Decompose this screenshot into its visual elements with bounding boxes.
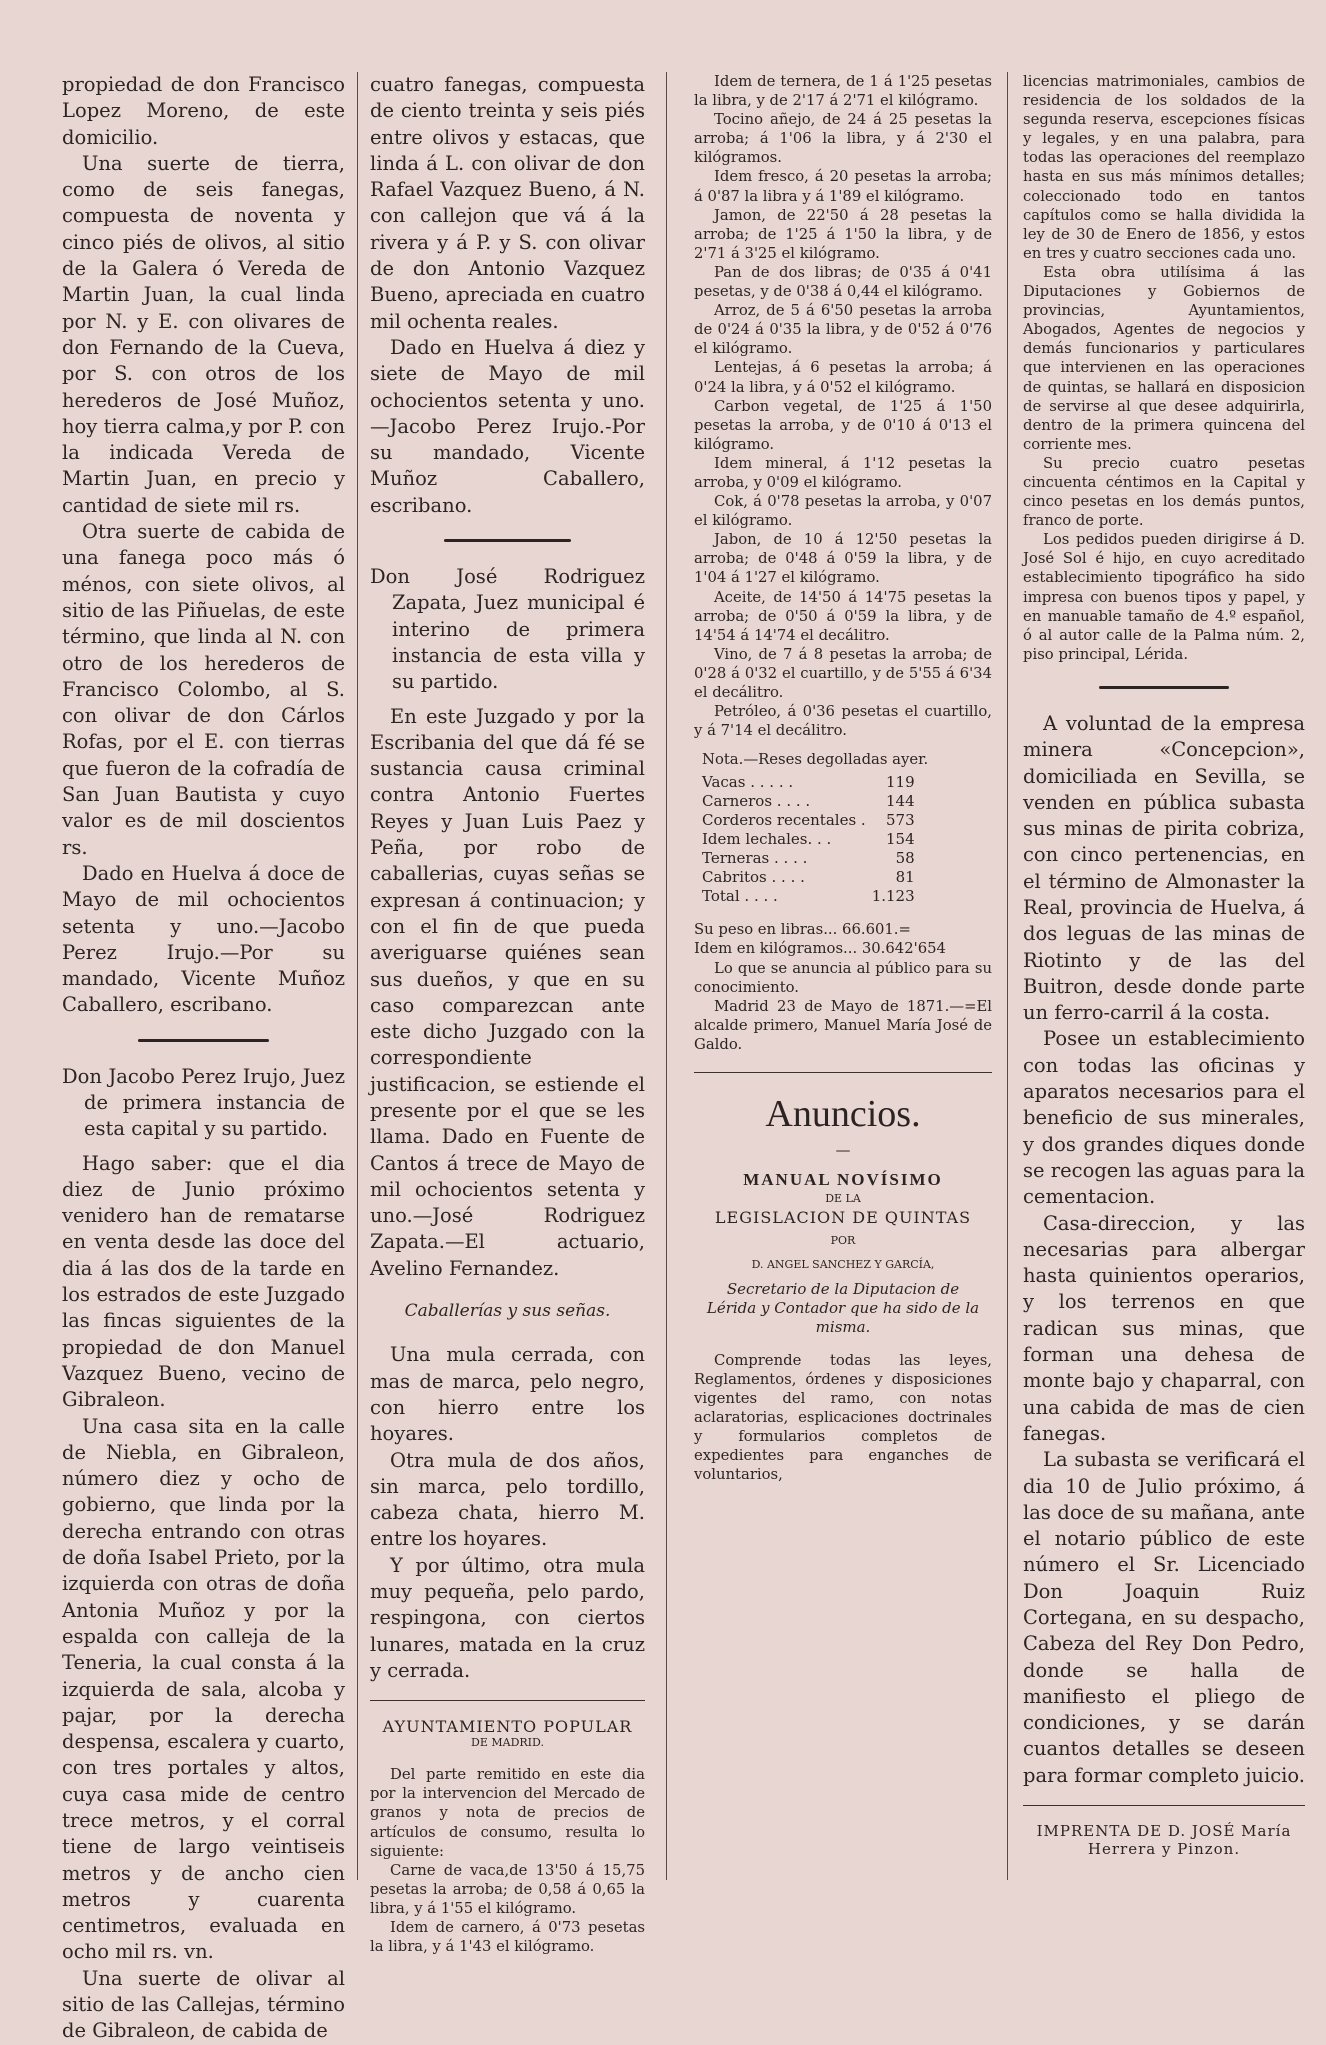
table-row: [702, 830, 915, 849]
price-item: Pan de dos libras; de 0'35 á 0'41 pesetas, y de 0'38 á 0,44 el kilógramo.: [694, 263, 992, 301]
section-divider: [138, 1039, 268, 1042]
section-divider: [444, 539, 571, 542]
section-divider: [370, 1700, 645, 1701]
row-value: 573: [886, 811, 915, 830]
paragraph: Su precio cuatro pesetas cincuenta céntimos en la Capital y cinco pesetas en los demás puntos, franco de porte.: [1023, 454, 1305, 530]
anuncios-heading: Anuncios.: [765, 1093, 921, 1136]
table-row: [702, 773, 915, 792]
price-item: Petróleo, á 0'36 pesetas el cuartillo, y á 7'14 el decálitro.: [694, 703, 992, 740]
paragraph: A voluntad de la empresa minera «Concepcion», domiciliada en Sevilla, se venden en pública subasta sus minas de pirita cobriza, con cinco pertenencias, en el término de Almonaster la Real, provincia de Huelva, á dos leguas de las minas de Riotinto y de las del Buitron, desde donde parte un ferro-carril á la costa.: [1023, 711, 1305, 1025]
paragraph: Madrid 23 de Mayo de 1871.—=El alcalde primero, Manuel María José de Galdo.: [694, 997, 992, 1053]
paragraph: Idem de carnero, á 0'73 pesetas la libra, y á 1'43 el kilógramo.: [370, 1918, 645, 1956]
book-subtitle: LEGISLACION DE QUINTAS: [714, 1208, 972, 1228]
paragraph: Otra mula de dos años, sin marca, pelo tordillo, cabeza chata, hierro M. entre los hoyares.: [370, 1448, 645, 1551]
row-label: Idem lechales. . .: [702, 830, 832, 849]
price-item: Idem fresco, á 20 pesetas la arroba; á 0'87 la libra y á 1'89 el kilógramo.: [694, 168, 992, 205]
paragraph: Su peso en libras... 66.601.=: [694, 921, 911, 939]
table-row: [702, 849, 915, 868]
column-3: [694, 72, 992, 1900]
price-item: Jabon, de 10 á 12'50 pesetas la arroba; de 0'48 á 0'59 la libra, y de 1'04 á 1'27 el kilógramo.: [694, 531, 992, 587]
paragraph: Lo que se anuncia al público para su conocimiento.: [694, 959, 992, 996]
row-label: Terneras . . . .: [702, 849, 808, 868]
row-label: Corderos recentales .: [702, 811, 866, 830]
price-item: Idem de ternera, de 1 á 1'25 pesetas la libra, y de 2'17 á 2'71 el kilógramo.: [694, 73, 992, 110]
row-value: 81: [895, 868, 915, 887]
paragraph: Dado en Huelva á doce de Mayo de mil ochocientos setenta y uno.—Jacobo Perez Irujo.—Por su mandado, Vicente Muñoz Caballero, escribano.: [62, 861, 345, 1017]
paragraph: Una mula cerrada, con mas de marca, pelo negro, con hierro entre los hoyares.: [370, 1343, 645, 1446]
price-item: Carbon vegetal, de 1'25 á 1'50 pesetas la arroba, y de 0'10 á 0'13 el kilógramo.: [694, 397, 992, 453]
paragraph: Y por último, otra mula muy pequeña, pelo pardo, respingona, con ciertos lunares, matada en la cruz y cerrada.: [370, 1553, 645, 1682]
column-1: [62, 72, 345, 2043]
paragraph: Del parte remitido en este dia por la intervencion del Mercado de granos y nota de precios de artículos de consumo, resulta lo siguiente:: [370, 1766, 645, 1860]
section-divider: [694, 1072, 992, 1073]
notice-heading: Don Jacobo Perez Irujo, Juez de primera instancia de esta capital y su partido.: [62, 1064, 345, 1141]
table-row: [702, 811, 915, 830]
price-item: Jamon, de 22'50 á 28 pesetas la arroba; de 1'25 á 1'50 la libra, y de 2'71 á 3'25 el kilógramo.: [694, 206, 992, 262]
paragraph: Otra suerte de cabida de una fanega poco más ó ménos, con siete olivos, al sitio de las Piñuelas, de este término, que linda al N. con otro de los herederos de Francisco Colombo, al S. con olivar de don Cárlos Rofas, por el E. con tierras que fueron de la cofradía de San Juan Bautista y cuyo valor es de mil doscientos rs.: [62, 520, 345, 859]
nota-heading: Nota.—Reses degolladas ayer.: [702, 751, 929, 769]
section-divider: [1099, 686, 1229, 689]
paragraph: Esta obra utilísima á las Diputaciones y Gobiernos de provincias, Ayuntamientos, Abogados, Agentes de negocios y demás funcionarios y particulares que intervienen en las operaciones de quintas, se hallará en disposicion de servirse al que desee adquirirla, dentro de la primera quincena del corriente mes.: [1023, 263, 1305, 453]
notice-heading: Don José Rodriguez Zapata, Juez municipal é interino de primera instancia de esta villa y su partido.: [370, 565, 645, 694]
book-title: MANUAL NOVÍSIMO: [743, 1170, 943, 1190]
table-row: [702, 868, 915, 887]
price-item: Lentejas, á 6 pesetas la arroba; á 0'24 la libra, y á 0'52 el kilógramo.: [694, 359, 992, 396]
row-value: 154: [886, 830, 915, 849]
paragraph: Comprende todas las leyes, Reglamentos, órdenes y disposiciones vigentes del ramo, con notas aclaratorias, esplicaciones doctrinales y formularios completos de expedientes para enganches de voluntarios,: [694, 1351, 992, 1484]
paragraph: Los pedidos pueden dirigirse á D. José Sol é hijo, en cuyo acreditado establecimiento tipográfico ha sido impresa con buenos tipos y papel, y en manuable tamaño de 4.º español, ó al autor calle de la Palma núm. 2, piso principal, Lérida.: [1023, 531, 1305, 663]
column-divider: [666, 72, 667, 1880]
price-item: Idem mineral, á 1'12 pesetas la arroba, y 0'09 el kilógramo.: [694, 454, 992, 491]
paragraph: Posee un establecimiento con todas las oficinas y aparatos necesarios para el beneficio de sus minerales, y dos grandes diques donde se recogen las aguas para la cementacion.: [1023, 1027, 1305, 1209]
total-label: Total . . . .: [702, 887, 778, 906]
paragraph: licencias matrimoniales, cambios de residencia de los soldados de la segunda reserva, escepciones físicas y legales, y en una palabra, para todas las operaciones del reemplazo hasta en sus más mínimos detalles; coleccionado todo en tantos capítulos como se halla dividida la ley de 30 de Enero de 1856, y estos en tres y cuatro secciones cada uno.: [1023, 73, 1305, 262]
column-divider: [1007, 72, 1008, 1880]
paragraph: cuatro fanegas, compuesta de ciento treinta y seis piés entre olivos y estacas, que linda á L. con olivar de don Rafael Vazquez Bueno, á N. con callejon que vá á la rivera y á P. y S. con olivar de don Antonio Vazquez Bueno, apreciada en cuatro mil ochenta reales.: [370, 73, 645, 333]
paragraph: Carne de vaca,de 13'50 á 15,75 pesetas la arroba; de 0,58 á 0,65 la libra, y á 1'55 el kilógramo.: [370, 1861, 645, 1917]
book-title-connector: DE LA: [825, 1192, 861, 1206]
paragraph: Idem en kilógramos... 30.642'654: [694, 940, 946, 958]
row-label: Vacas . . . . .: [702, 773, 794, 792]
row-label: Cabritos . . . .: [702, 868, 805, 887]
printer-imprint: IMPRENTA DE D. JOSÉ María Herrera y Pinzon.: [1036, 1822, 1292, 1859]
paragraph: Una suerte de olivar al sitio de las Callejas, término de Gibraleon, de cabida de: [62, 1966, 345, 2043]
paragraph: La subasta se verificará el dia 10 de Julio próximo, á las doce de su mañana, ante el notario público de este número el Sr. Licenciado Don Joaquin Ruiz Cortegana, en su despacho, Cabeza del Rey Don Pedro, donde se halla de manifiesto el pliego de condiciones, y se darán cuantos detalles se deseen para formar completo juicio.: [1023, 1448, 1305, 1787]
total-row: [702, 887, 915, 906]
paragraph: Hago saber: que el dia diez de Junio próximo venidero han de rematarse en venta desde las doce del dia á las dos de la tarde en los estrados de este Juzgado las fincas siguientes de la propiedad de don Manuel Vazquez Bueno, vecino de Gibraleon.: [62, 1151, 345, 1412]
dash-divider: —: [835, 1142, 851, 1160]
row-label: Carneros . . . .: [702, 792, 811, 811]
paragraph: En este Juzgado y por la Escribania del que dá fé se sustancia causa criminal contra Antonio Fuertes Reyes y Juan Luis Paez y Peña, por robo de caballerias, cuyas señas se expresan á continuacion; y con el fin de que pueda averiguarse quiénes sean sus dueños, y que en su caso comparezcan ante este dicho Juzgado con la correspondiente justificacion, se estiende el presente por el que se les llama. Dado en Fuente de Cantos á trece de Mayo de mil ochocientos setenta y uno.—José Rodriguez Zapata.—El actuario, Avelino Fernandez.: [370, 704, 645, 1280]
paragraph: Una suerte de tierra, como de seis fanegas, compuesta de noventa y cinco piés de olivos, al sitio de la Galera ó Vereda de Martin Juan, la cual linda por N. y E. con olivares de don Fernando de la Cueva, por S. con otros de los herederos de José Muñoz, hoy tierra calma,y por P. con la indicada Vereda de Martin Juan, en precio y cantidad de siete mil rs.: [62, 151, 345, 517]
table-row: [702, 792, 915, 811]
book-author: D. ANGEL SANCHEZ Y GARCÍA,: [751, 1257, 935, 1271]
price-item: Vino, de 7 á 8 pesetas la arroba; de 0'28 á 0'32 el cuartillo, y de 5'55 á 6'34 el decálitro.: [694, 645, 992, 701]
row-value: 144: [886, 792, 915, 811]
price-item: Tocino añejo, de 24 á 25 pesetas la arroba; á 1'06 la libra, y á 2'30 el kilógramos.: [694, 111, 992, 167]
paragraph: Dado en Huelva á diez y siete de Mayo de mil ochocientos setenta y uno.—Jacobo Perez Irujo.-Por su mandado, Vicente Muñoz Caballero, escribano.: [370, 335, 645, 517]
ayuntamiento-subtitle: DE MADRID.: [471, 1736, 544, 1750]
price-item: Aceite, de 14'50 á 14'75 pesetas la arroba; de 0'50 á 0'59 la libra, y de 14'54 á 14'74 el decálitro.: [694, 588, 992, 644]
section-heading: Caballerías y sus señas.: [404, 1301, 611, 1322]
price-item: Cok, á 0'78 pesetas la arroba, y 0'07 el kilógramo.: [694, 493, 992, 530]
row-value: 58: [895, 849, 915, 868]
section-divider: [1023, 1805, 1305, 1806]
author-role: Secretario de la Diputacion de Lérida y Contador que ha sido de la misma.: [706, 1279, 980, 1336]
paragraph: Casa-direccion, y las necesarias para albergar hasta quinientos operarios, y los terrenos en que radican sus minas, que forman una dehesa de monte bajo y chaparral, con una cabida de mas de cien fanegas.: [1023, 1211, 1305, 1445]
price-item: Arroz, de 5 á 6'50 pesetas la arroba de 0'24 á 0'35 la libra, y de 0'52 á 0'76 el kilógramo.: [694, 302, 992, 358]
paragraph: Una casa sita en la calle de Niebla, en Gibraleon, número diez y ocho de gobierno, que linda por la derecha entrando con otras de doña Isabel Prieto, por la izquierda con otras de doña Antonia Muñoz y por la espalda con calleja de la Teneria, la cual consta á la izquierda de sala, alcoba y pajar, por la derecha despensa, escalera y cuarto, con tres portales y altos, cuya casa mide de centro trece metros, y el corral tiene de largo veintiseis metros y de ancho cien metros y cuarenta centimetros, evaluada en ocho mil rs. vn.: [62, 1414, 345, 1964]
paragraph: propiedad de don Francisco Lopez Moreno, de este domicilio.: [62, 73, 345, 149]
row-value: 119: [886, 773, 915, 792]
total-value: 1.123: [871, 887, 915, 906]
reses-table: [702, 773, 915, 906]
column-2: [370, 72, 645, 1956]
book-por: POR: [830, 1234, 856, 1248]
column-4: [1023, 72, 1305, 1900]
column-divider: [357, 72, 358, 1880]
ayuntamiento-title: AYUNTAMIENTO POPULAR: [382, 1717, 633, 1737]
